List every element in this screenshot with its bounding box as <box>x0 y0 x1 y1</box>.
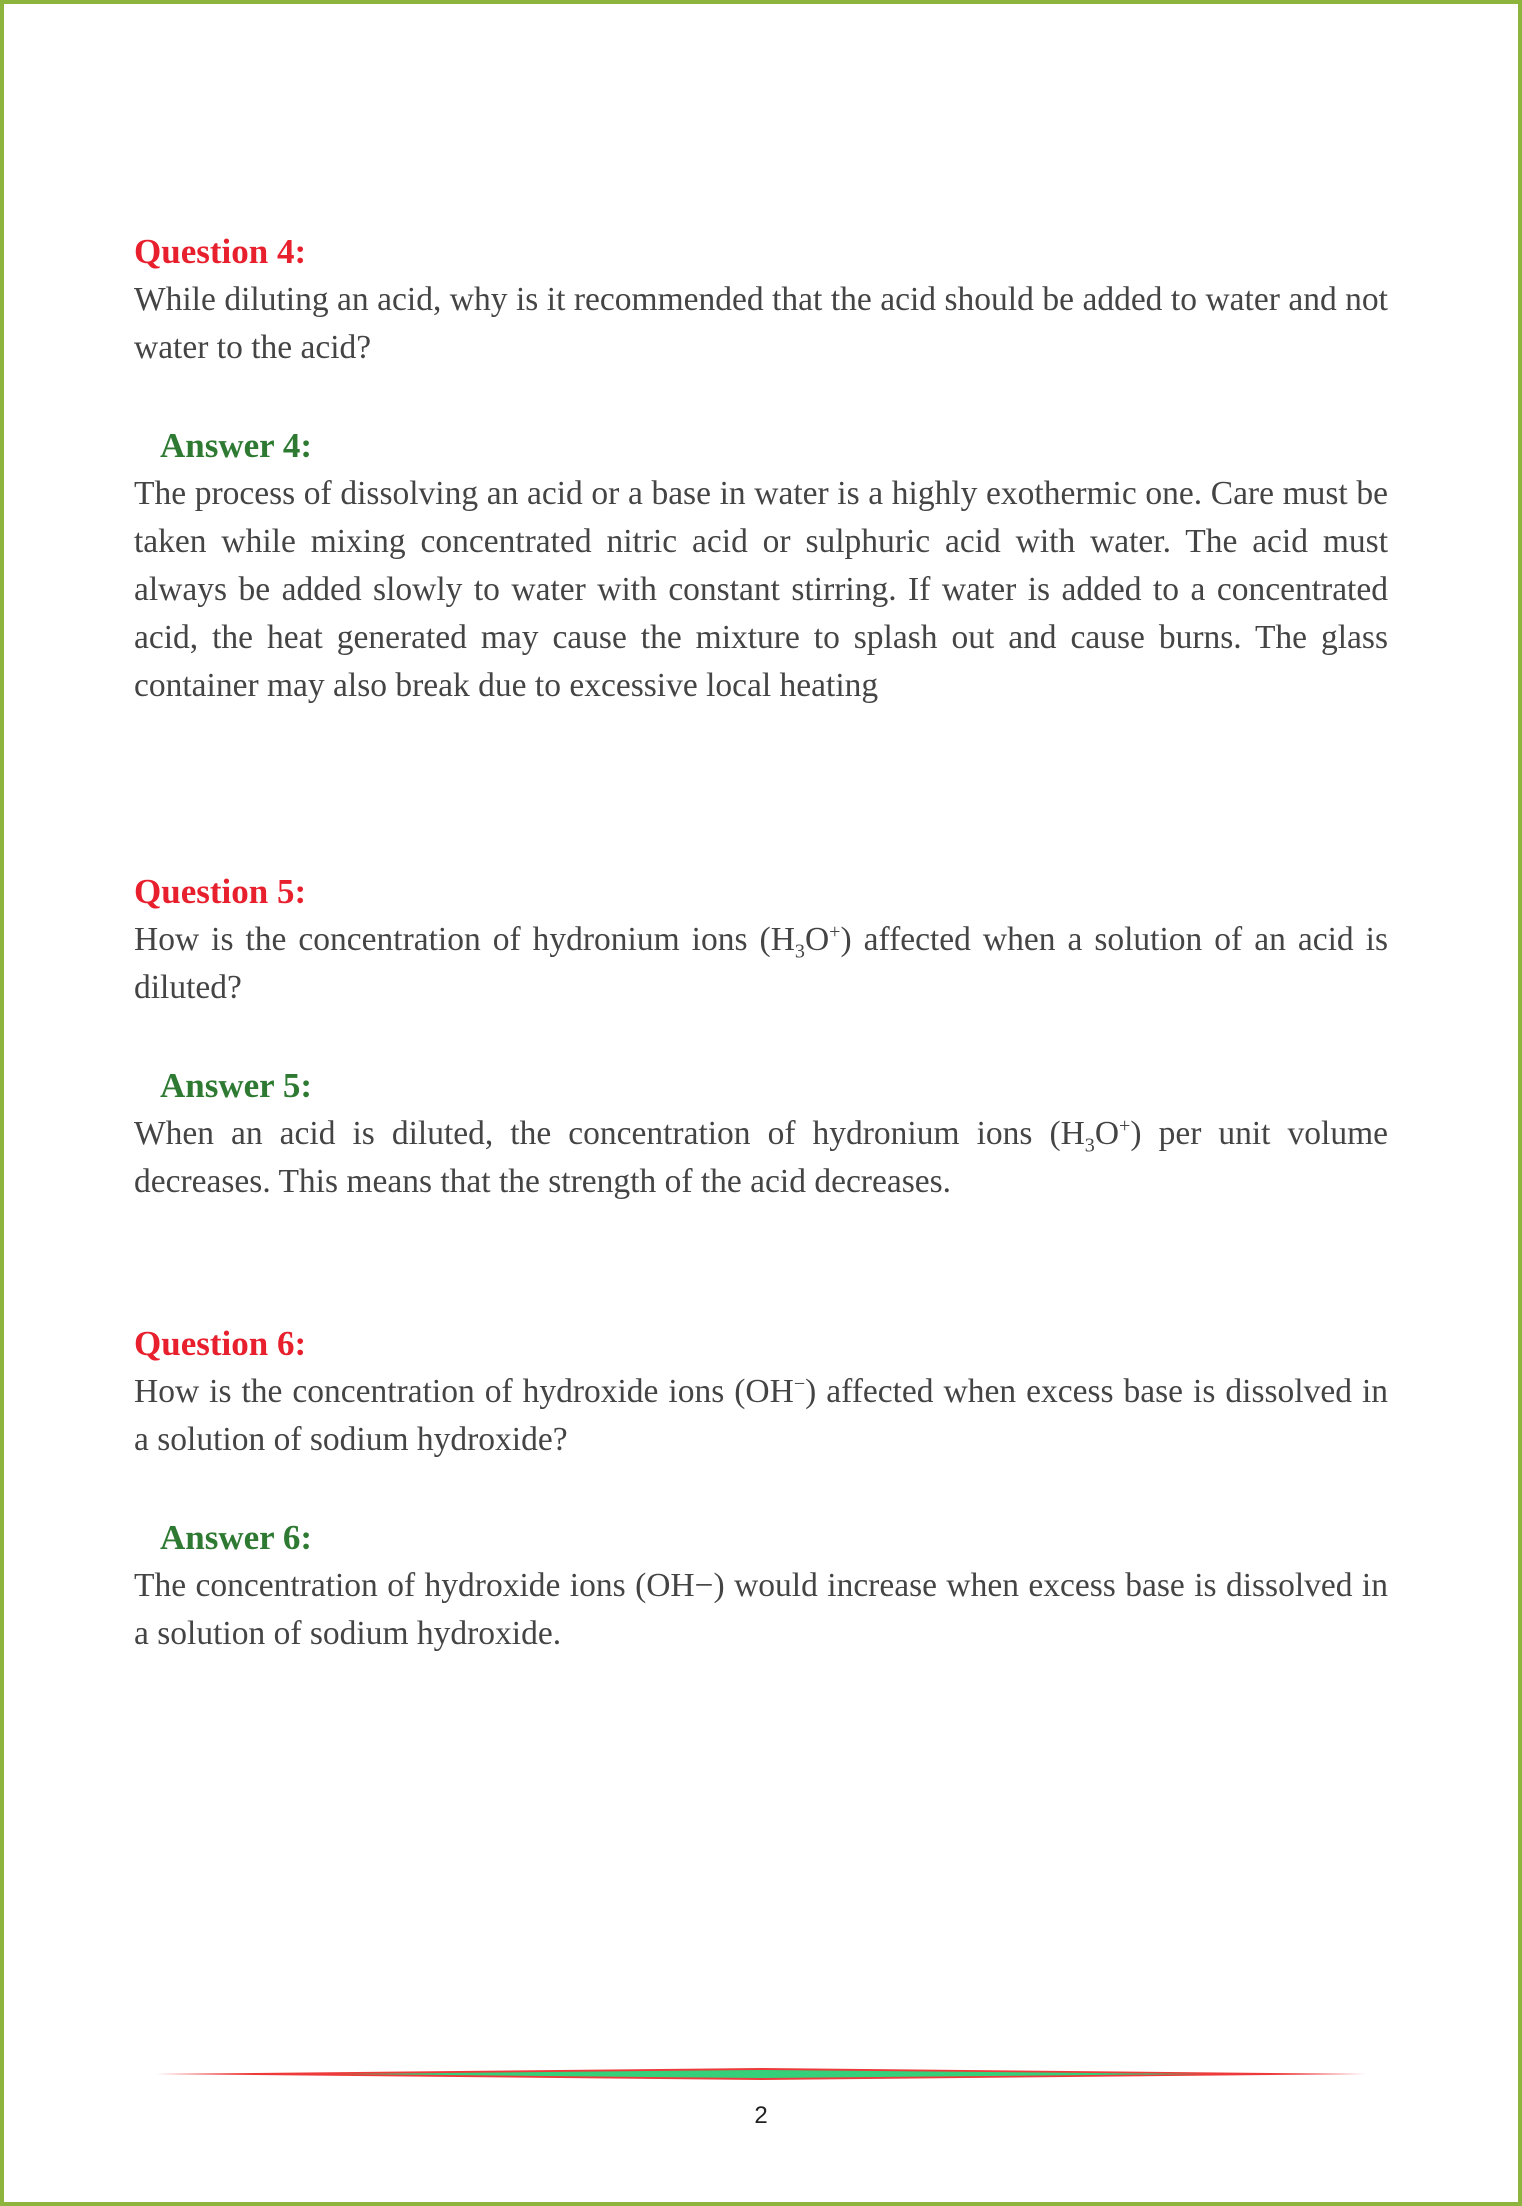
answer-5-text: When an acid is diluted, the concentration of hydronium ions $(H_3O^+)$ per unit volume decreases. This means that the strength of the acid decreases. <box>134 1114 1389 1200</box>
question-6-text: How is the concentration of hydroxide ions (OH−) affected when excess base is dissolved in a solution of sodium hydroxide? <box>134 1372 1388 1458</box>
footer-divider <box>156 2066 1366 2082</box>
answer-6-label: Answer 6: <box>160 1518 312 1557</box>
question-6-block <box>134 1320 1388 1464</box>
question-4-label: Question 4: <box>134 232 307 271</box>
answer-6-block <box>134 1514 1388 1658</box>
question-6-label: Question 6: <box>134 1324 307 1363</box>
answer-4-text: The process of dissolving an acid or a base in water is a highly exothermic one. Care must be taken while mixing concentrated nitric acid or sulphuric acid with water. The acid must always be added slowly to water with constant stirring. If water is added to a concentrated acid, the heat generated may cause the mixture to splash out and cause burns. The glass container may also break due to excessive local heating <box>134 475 1388 704</box>
question-4-block <box>134 228 1388 372</box>
answer-4-block <box>134 422 1388 710</box>
page-number: 2 <box>754 2102 768 2129</box>
question-4-text: While diluting an acid, why is it recommended that the acid should be added to water and not water to the acid? <box>134 281 1388 366</box>
question-5-block <box>134 868 1388 1012</box>
question-5-text: How is the concentration of hydronium ions $(H_3O^+)$ affected when a solution of an acid is diluted? <box>134 920 1388 1006</box>
question-5-label: Question 5: <box>134 872 307 911</box>
answer-6-text: The concentration of hydroxide ions (OH−) would increase when excess base is dissolved in a solution of sodium hydroxide. <box>134 1567 1388 1652</box>
answer-5-label: Answer 5: <box>160 1066 312 1105</box>
answer-5-block <box>134 1062 1388 1206</box>
answer-4-label: Answer 4: <box>160 426 312 465</box>
